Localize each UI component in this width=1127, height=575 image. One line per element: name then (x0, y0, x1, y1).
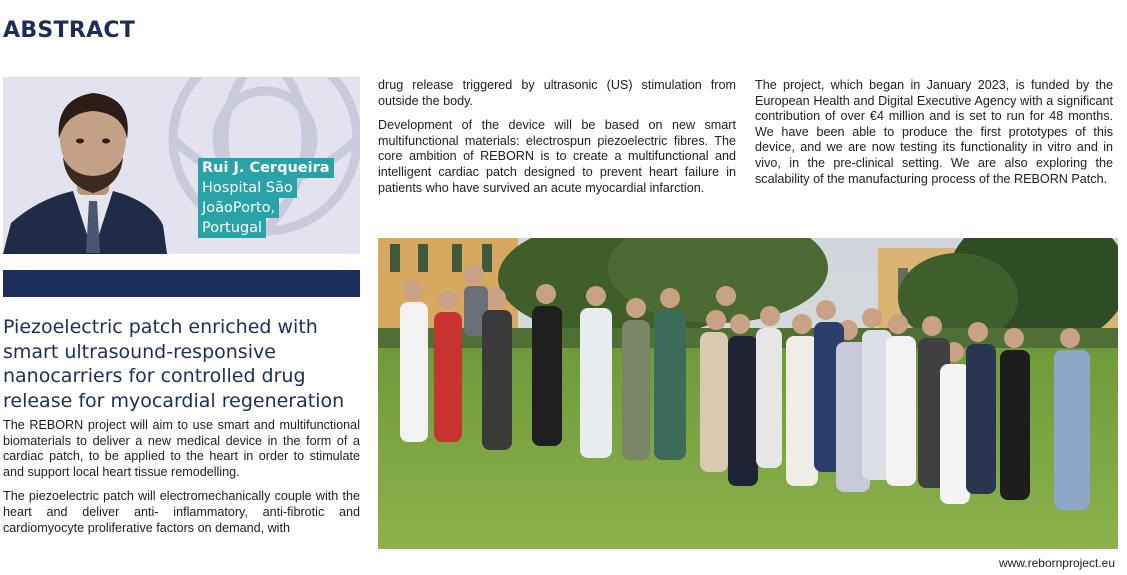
text-column-2 (378, 78, 736, 205)
abstract-heading: ABSTRACT (3, 18, 136, 43)
author-name: Rui J. Cerqueira (198, 158, 334, 178)
text-column-3 (755, 78, 1113, 196)
author-affiliation-line: Hospital São (198, 178, 297, 198)
author-card (3, 77, 360, 254)
footer-url: www.rebornproject.eu (998, 556, 1115, 570)
article-title: Piezoelectric patch enriched with smart ultrasound-responsive nanocarriers for controlled drug release for myocardial regeneration (3, 316, 345, 412)
team-group-photo (378, 238, 1118, 549)
paragraph: Development of the device will be based on new smart multifunctional materials: electrospun piezoelectric fibres. The core ambition of REBORN is to create a multifunctional and intelligent cardiac patch designed to prevent heart failure in patients who have survived an acute myocardial infarction. (378, 118, 736, 195)
paragraph: drug release triggered by ultrasonic (US) stimulation from outside the body. (378, 78, 736, 108)
paragraph: The REBORN project will aim to use smart and multifunctional biomaterials to deliver a new medical device in the form of a cardiac patch, to be applied to the heart in order to stimulate and support local heart tissue remodelling. (3, 418, 360, 479)
section-divider-bar (3, 270, 360, 297)
author-affiliation-line: Portugal (198, 218, 266, 238)
author-label (198, 158, 334, 238)
text-column-1 (3, 418, 360, 545)
author-portrait (3, 77, 193, 254)
paragraph: The piezoelectric patch will electromechanically couple with the heart and deliver anti- inflammatory, anti-fibrotic and cardiomyocyte proliferative factors on demand, with (3, 489, 360, 535)
paragraph: The project, which began in January 2023, is funded by the European Health and Digital Executive Agency with a significant contribution of over €4 million and is set to run for 48 months. We have been able to produce the first prototypes of this device, and we are now testing its functionality in vitro and in vivo, in the pre-clinical setting. We are also exploring the scalability of the manufacturing process of the REBORN Patch. (755, 78, 1113, 186)
author-affiliation-line: JoãoPorto, (198, 198, 279, 218)
